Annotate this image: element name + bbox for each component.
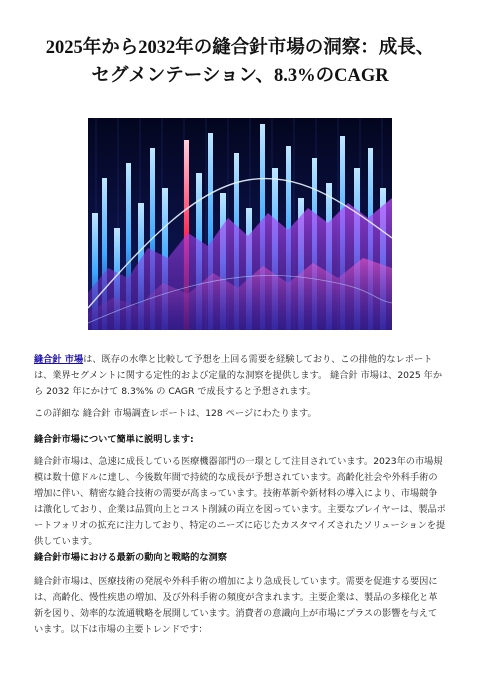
intro-text: は、既存の水準と比較して予想を上回る需要を経験しており、この排他的なレポートは、業界セグメントに関する定性的および定量的な洞察を提供します。 縫合針 市場は、2025 年から 2032 年にかけて 8.3%% の CAGR で成長すると予想されます。 [34,354,443,397]
trends-paragraph: 縫合針市場は、医療技術の発展や外科手術の増加により急成長しています。需要を促進する要因には、高齢化、慢性疾患の増加、及び外科手術の頻度が含まれます。主要企業は、製品の多様化と革新を図り、効率的な流通戦略を展開しています。消費者の意識向上が市場にプラスの影響を与えています。以下は市場の主要トレンドです： [34,576,438,635]
section-heading-overview: 縫合針市場について簡単に説明します: [34,434,194,445]
page-title-line-2: セグメンテーション、8.3%のCAGR [91,66,389,86]
page-title-line-1: 2025年から2032年の縫合針市場の洞察：成長、 [45,38,435,58]
abstract-bar-chart-illustration-icon [88,118,392,330]
page-title [20,34,460,90]
intro-paragraph [34,352,446,400]
overview-paragraph: 縫合針市場は、急速に成長している医療機器部門の一環として注目されています。2023年の市場規模は数十億ドルに達し、今後数年間で持続的な成長が予想されています。高齢化社会や外科手術の増加に伴い、精密な縫合技術の需要が高まっています。技術革新や新材料の導入により、市場競争は激化しており、企業は品質向上とコスト削減の両立を図っています。主要なプレイヤーは、製品ポートフォリオの拡充に注力しており、特定のニーズに応じたカスタマイズされたソリューションを提供しています。 [34,456,446,547]
hero-image [88,118,392,330]
report-pages-paragraph: この詳細な 縫合針 市場調査レポートは、128 ページにわたります。 [34,408,317,419]
section-heading-trends: 縫合針市場における最新の動向と戦略的な洞察 [34,552,227,563]
market-link[interactable]: 縫合針 市場 [34,354,84,365]
